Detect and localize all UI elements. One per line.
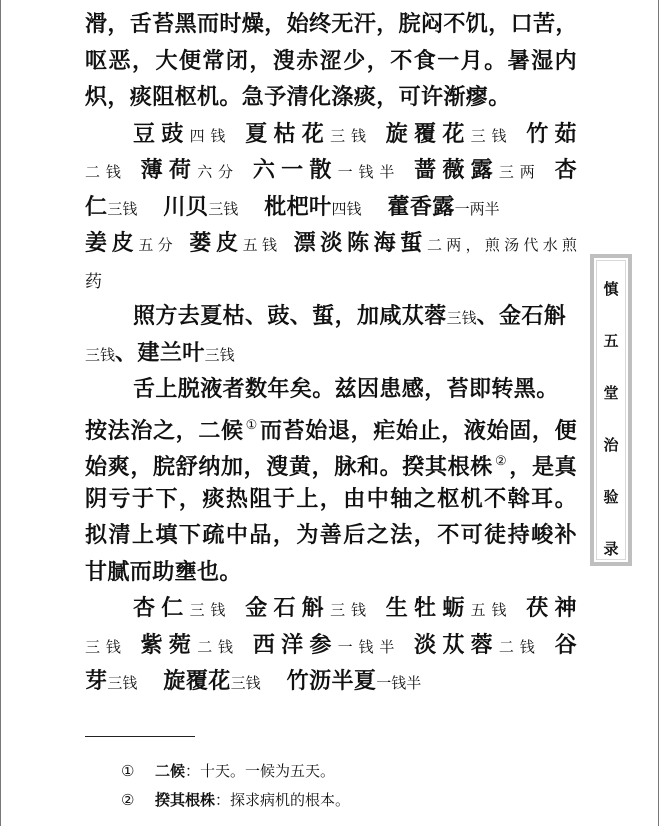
dose: 三钱: [85, 345, 116, 364]
prescription-item: [526, 595, 577, 621]
prescription-item: [287, 668, 422, 694]
herb-name: 竹茹: [526, 120, 577, 147]
footnote-mark: ①: [121, 762, 135, 780]
prescription-item: [163, 668, 260, 694]
herb-name: 旋覆花: [163, 668, 231, 694]
herb-dose: 五钱: [242, 236, 282, 254]
herb-dose: 二两，煎汤代水煎: [427, 236, 577, 254]
modification-text: 、金石斛: [476, 303, 567, 329]
prescription-item: [133, 121, 231, 147]
footnote-1: [121, 760, 335, 781]
prescription-tail: 药: [85, 271, 102, 292]
herb-dose: 六分: [197, 163, 239, 181]
modification-line: [85, 335, 577, 372]
footnote-ref[interactable]: ①: [245, 417, 258, 433]
herb-dose: 四钱: [331, 199, 362, 218]
prescription-item: [85, 194, 137, 220]
herb-name: 姜皮: [85, 230, 139, 256]
sidebar-char: 治: [603, 436, 619, 454]
herb-dose: 一钱半: [376, 674, 422, 692]
herb-name: 淡苁蓉: [414, 631, 499, 658]
prescription-line: [85, 663, 577, 700]
herb-name: 芽: [85, 668, 108, 694]
herb-dose: 二钱: [197, 637, 239, 656]
herb-dose: 三钱: [330, 126, 372, 145]
herb-name: 蔷薇露: [414, 157, 499, 183]
prescription-item: [526, 121, 577, 147]
prescription-item: [245, 595, 372, 621]
herb-name: 杏仁: [133, 595, 190, 621]
herb-name: 川贝: [163, 193, 209, 220]
sidebar-char: 验: [603, 488, 619, 506]
text-line: 甘腻而助壅也。: [85, 558, 242, 585]
sidebar-char: 五: [603, 332, 619, 350]
book-title-sidebar: [590, 254, 632, 566]
footnote-ref[interactable]: ②: [494, 454, 508, 469]
herb-name: 蒌皮: [189, 230, 243, 256]
prescription-line: [85, 590, 577, 627]
prescription-item: [141, 632, 239, 658]
herb-dose: 一钱半: [337, 637, 401, 656]
herb-name: 金石斛: [245, 595, 331, 621]
herb-dose: 二钱: [85, 163, 127, 181]
footnote-2: [121, 789, 350, 810]
prescription-line: [85, 152, 577, 189]
herb-dose: 一钱半: [337, 163, 401, 181]
prescription-line: [85, 225, 577, 262]
herb-dose: 三钱: [208, 199, 239, 218]
prescription-line: [85, 116, 577, 153]
herb-dose: 五钱: [470, 601, 513, 619]
herb-name: 漂淡陈海蜇: [293, 230, 428, 256]
dose: 三钱: [204, 345, 235, 364]
herb-dose: 一两半: [454, 199, 500, 218]
footnote-term: 揆其根株: [155, 791, 216, 809]
sidebar-char: 慎: [603, 280, 619, 298]
sidebar-char: 录: [603, 540, 619, 558]
prescription-line: [85, 627, 577, 664]
herb-name: 茯神: [526, 595, 577, 621]
herb-name: 杏: [554, 157, 577, 183]
modification-text: 照方去夏枯、豉、蜇，加咸苁蓉: [133, 303, 447, 329]
prescription-item: [189, 230, 281, 256]
prescription-item: [555, 157, 577, 183]
herb-dose: 三钱: [230, 674, 261, 692]
prescription-item: [141, 157, 239, 183]
footnote-text: ：十天。一候为五天。: [185, 762, 336, 780]
text-line: [85, 408, 577, 445]
sidebar-char: 堂: [603, 384, 619, 402]
herb-dose: 三钱: [85, 637, 127, 656]
herb-name: 六一散: [252, 157, 338, 183]
text-segment: 而苔始退，疟始止，液始固，便: [259, 417, 577, 444]
herb-dose: 三钱: [189, 601, 232, 619]
prescription-item: [85, 157, 127, 183]
footnote-mark: ②: [121, 791, 135, 809]
prescription-line-tail: [85, 262, 577, 299]
herb-name: 夏枯花: [245, 120, 331, 147]
prescription-item: [253, 632, 400, 658]
herb-dose: 四钱: [189, 126, 232, 145]
herb-name: 紫菀: [140, 631, 198, 658]
prescription-item: [386, 121, 513, 147]
prescription-item: [163, 194, 238, 220]
herb-dose: 三钱: [330, 601, 372, 619]
text-line: 阴亏于下，痰热阻于上，由中轴之枢机不斡耳。: [85, 485, 577, 512]
herb-name: 豆豉: [133, 120, 190, 147]
text-segment: ，是真: [509, 454, 578, 480]
text-line: 滑，舌苔黑而时燥，始终无汗，脘闷不饥，口苦，: [85, 11, 578, 37]
text-line: [85, 444, 577, 481]
herb-name: 藿香露: [387, 193, 455, 220]
text-line: 舌上脱液者数年矣。兹因患感，苔即转黑。: [133, 376, 559, 402]
prescription-item: [414, 157, 541, 183]
herb-dose: 二钱: [498, 637, 541, 656]
prescription-item: [387, 194, 499, 220]
text-line: 炽，痰阻枢机。急予清化涤痰，可许渐瘳。: [85, 84, 511, 110]
modification-text: 、建兰叶: [115, 339, 205, 366]
sidebar-frame: [596, 260, 626, 560]
prescription-item: [386, 595, 513, 621]
herb-dose: 三钱: [107, 199, 138, 218]
herb-name: 谷: [554, 631, 577, 658]
main-text: [85, 6, 577, 700]
prescription-item: [85, 230, 177, 256]
text-line: 拟清上填下疏中品，为善后之法，不可徒持峻补: [85, 522, 577, 548]
prescription-item: [245, 121, 372, 147]
herb-dose: 五分: [138, 236, 177, 254]
herb-dose: 三钱: [107, 674, 138, 692]
herb-name: 西洋参: [252, 631, 338, 658]
herb-name: 枇杷叶: [264, 193, 332, 220]
prescription-item: [555, 632, 577, 658]
prescription-line: [85, 189, 577, 226]
herb-dose: 三两: [498, 163, 541, 181]
prescription-item: [264, 194, 361, 220]
herb-name: 仁: [85, 193, 108, 220]
herb-name: 薄荷: [140, 157, 198, 183]
prescription-item: [85, 668, 137, 694]
footnote-text: ：探求病机的根本。: [215, 791, 351, 809]
herb-dose: 三钱: [470, 126, 513, 145]
text-line: 呕恶，大便常闭，溲赤涩少，不食一月。暑湿内: [85, 47, 577, 74]
prescription-item: [85, 632, 127, 658]
prescription-item: [414, 632, 541, 658]
text-segment: 按法治之，二候: [85, 417, 244, 444]
footnote-divider: [85, 736, 195, 737]
text-segment: 始爽，脘舒纳加，溲黄，脉和。揆其根株: [85, 454, 493, 480]
prescription-item: [294, 230, 577, 256]
herb-name: 旋覆花: [385, 120, 471, 147]
herb-name: 竹沥半夏: [286, 668, 377, 694]
prescription-item: [133, 595, 231, 621]
prescription-item: [253, 157, 400, 183]
dose: 三钱: [446, 309, 477, 327]
herb-name: 生牡蛎: [385, 595, 471, 621]
modification-line: [85, 298, 577, 335]
footnote-term: 二候: [155, 762, 186, 780]
